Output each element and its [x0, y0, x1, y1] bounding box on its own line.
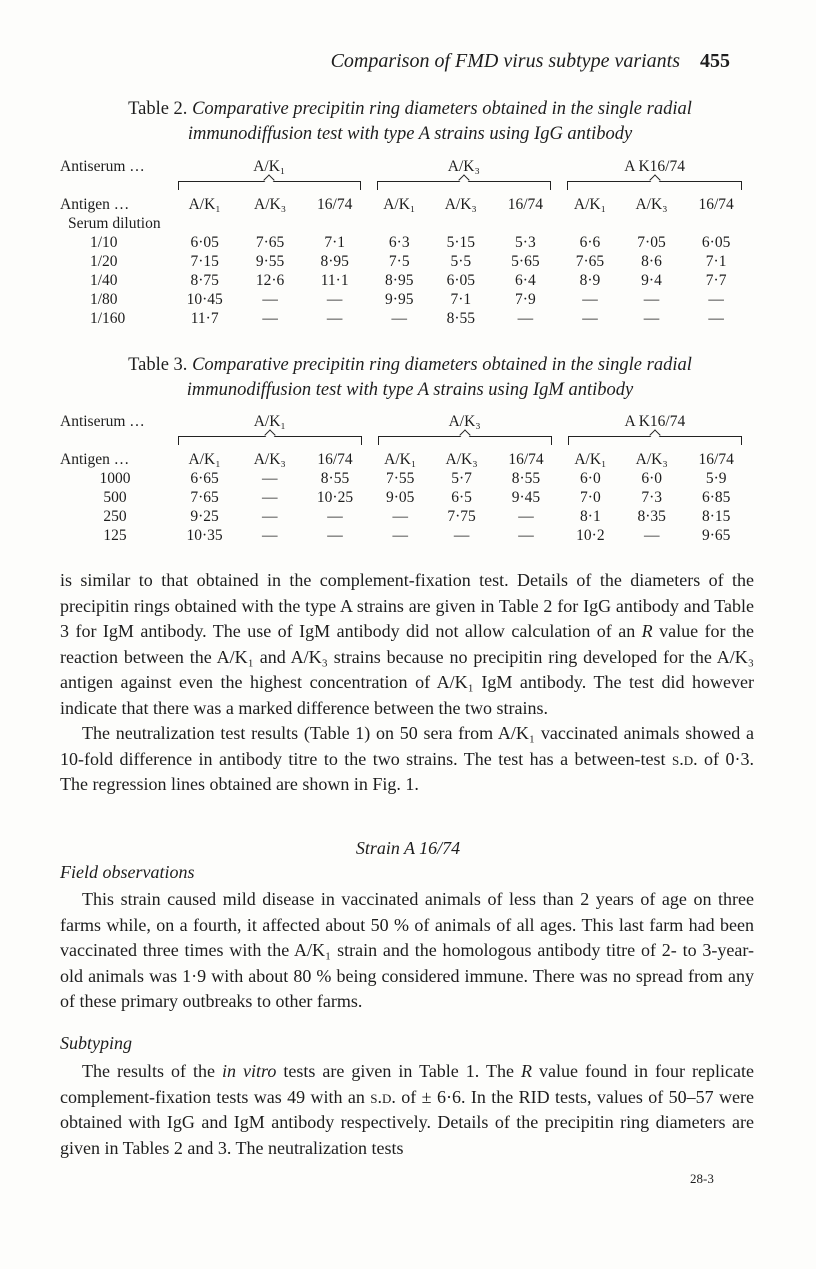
- antigen-header: A/K₃: [635, 195, 668, 213]
- group-brace: [178, 436, 362, 445]
- table-cell: —: [262, 488, 278, 506]
- group-header: A/K₁: [253, 157, 286, 175]
- table-cell: 6·5: [451, 488, 472, 506]
- table-cell: 9·45: [511, 488, 541, 506]
- antigen-header: A/K₃: [253, 450, 286, 468]
- group-brace: [377, 181, 552, 190]
- table-cell: 8·55: [446, 309, 475, 327]
- table-cell: 10·45: [186, 290, 223, 308]
- table-cell: 7·3: [641, 488, 663, 506]
- table-cell: 7·65: [190, 488, 219, 506]
- table-cell: —: [262, 469, 278, 487]
- table-cell: 5·7: [451, 469, 472, 487]
- table-cell: 7·7: [705, 271, 727, 289]
- table-cell: —: [582, 309, 598, 327]
- table-cell: 6·0: [641, 469, 663, 487]
- table-row: [60, 233, 750, 252]
- table-cell: 6·65: [190, 469, 219, 487]
- paragraph: The neutralization test results (Table 1) on 50 sera from A/K₁ vaccinated animals showed a 10-fold difference in antibody titre to the two strains. The test has a between-test s.d. of 0·3. The regression lines obtained are shown in Fig. 1.: [60, 723, 754, 794]
- table-row: [60, 488, 750, 507]
- table-cell: 7·9: [515, 290, 536, 308]
- table-cell: —: [262, 309, 278, 327]
- table-cell: 8·15: [701, 507, 731, 525]
- table-cell: 10·35: [186, 526, 223, 544]
- table-cell: 7·55: [386, 469, 415, 487]
- table-cell: —: [326, 290, 343, 308]
- antigen-header: 16/74: [698, 450, 734, 468]
- antigen-header: A/K₁: [188, 450, 221, 468]
- table-cell: 6·05: [190, 233, 219, 251]
- table-row: [60, 271, 750, 290]
- table-cell: 5·3: [515, 233, 536, 251]
- table-cell: —: [262, 526, 278, 544]
- table-cell: 8·55: [511, 469, 541, 487]
- table-row: [60, 507, 750, 526]
- table-cell: 6·05: [446, 271, 475, 289]
- table2: [60, 157, 750, 328]
- table-cell: 5·9: [705, 469, 727, 487]
- antigen-header: A/K₁: [574, 450, 607, 468]
- antigen-header: 16/74: [508, 450, 544, 468]
- table-cell: 5·65: [511, 252, 540, 270]
- paragraph: This strain caused mild disease in vaccinated animals of less than 2 years of age on three farms while, on a fourth, it affected about 50 % of animals of all ages. This last farm had been vaccinated three times with the A/K₁ strain and the homologous antibody titre of 2- to 3-year-old animals was 1·9 with about 80 % being considered immune. There was no spread from any of these primary outbreaks to other farms.: [60, 889, 754, 1011]
- table-cell: 7·65: [255, 233, 285, 251]
- antigen-header: 16/74: [317, 450, 353, 468]
- antiserum-label: Antiserum …: [60, 157, 145, 175]
- subheading: Field observations: [60, 862, 195, 882]
- table-cell: 8·9: [579, 271, 601, 289]
- table2-caption-line2: immunodiffusion test with type A strains using IgG antibody: [187, 124, 633, 144]
- row-label: 1/80: [90, 290, 118, 308]
- table-cell: —: [262, 290, 278, 308]
- table-cell: 6·0: [580, 469, 601, 487]
- serum-dilution-label: Serum dilution: [68, 214, 161, 232]
- table-cell: 8·95: [320, 252, 349, 270]
- group-header: A K16/74: [624, 157, 685, 175]
- page-number: 455: [700, 50, 730, 72]
- group-brace: [178, 181, 361, 190]
- table-cell: 7·0: [580, 488, 601, 506]
- table3-caption-line2: immunodiffusion test with type A strains using IgM antibody: [186, 380, 634, 400]
- table-cell: 9·25: [190, 507, 219, 525]
- group-header: A/K₃: [448, 412, 481, 430]
- table-cell: 10·2: [576, 526, 605, 544]
- table-row: [60, 290, 750, 309]
- antigen-header: A/K₃: [444, 195, 477, 213]
- table2-caption: [60, 97, 760, 147]
- table3-caption: [60, 353, 760, 403]
- group-header: A/K₁: [253, 412, 286, 430]
- table-cell: —: [327, 507, 343, 525]
- table-cell: 9·95: [385, 290, 414, 308]
- antigen-header: A/K₃: [635, 450, 668, 468]
- table-cell: —: [643, 526, 660, 544]
- table-cell: 7·1: [324, 233, 345, 251]
- section-title: Strain A 16/74: [355, 838, 461, 858]
- table-cell: —: [708, 309, 724, 327]
- body-paragraphs: [60, 568, 754, 798]
- table-cell: —: [517, 309, 534, 327]
- table-cell: 7·1: [705, 252, 727, 270]
- row-label: 1/40: [90, 271, 118, 289]
- subheading: Subtyping: [60, 1033, 132, 1053]
- table-cell: 9·05: [386, 488, 415, 506]
- row-label: 1/10: [90, 233, 118, 251]
- row-label: 1/20: [90, 252, 118, 270]
- table3-label: Table 3.: [128, 355, 188, 375]
- table-cell: 8·75: [190, 271, 219, 289]
- table-cell: —: [262, 507, 278, 525]
- row-label: 250: [103, 507, 127, 525]
- body-paragraphs: [60, 1059, 754, 1161]
- row-label: 125: [103, 526, 127, 544]
- body-paragraphs: [60, 887, 754, 1015]
- table-cell: 6·4: [515, 271, 536, 289]
- table-cell: 9·55: [255, 252, 285, 270]
- paragraph: The results of the in vitro tests are given in Table 1. The R value found in four replicate complement-fixation tests was 49 with an s.d. of ± 6·6. In the RID tests, values of 50–57 were obtained with IgG and IgM antibody respectively. Details of the precipitin ring diameters are given in Tables 2 and 3. The neutralization tests: [60, 1061, 754, 1158]
- table-cell: —: [391, 309, 408, 327]
- group-header: A K16/74: [624, 412, 686, 430]
- table-row: [60, 309, 750, 328]
- table-cell: 8·55: [320, 469, 350, 487]
- table-cell: 11·1: [320, 271, 349, 289]
- group-brace: [378, 436, 552, 445]
- table-cell: —: [708, 290, 724, 308]
- table3: [60, 412, 750, 545]
- antigen-header: 16/74: [698, 195, 734, 213]
- signature-mark: 28-3: [690, 1171, 714, 1186]
- antigen-header: A/K₃: [254, 195, 287, 213]
- table2-label: Table 2.: [128, 99, 188, 119]
- table-cell: 7·5: [388, 252, 410, 270]
- table-cell: —: [518, 507, 534, 525]
- table3-caption-line1: Comparative precipitin ring diameters obtained in the single radial: [192, 355, 692, 375]
- table-cell: —: [392, 507, 408, 525]
- antigen-label: Antigen …: [60, 195, 130, 213]
- table-cell: 10·25: [316, 488, 354, 506]
- table-cell: 12·6: [255, 271, 285, 289]
- table-cell: 8·6: [641, 252, 662, 270]
- table-cell: —: [326, 309, 343, 327]
- antigen-header: A/K₃: [445, 450, 478, 468]
- table-cell: 7·65: [575, 252, 605, 270]
- antigen-header: A/K₁: [383, 195, 416, 213]
- table-cell: 6·6: [579, 233, 601, 251]
- paragraph: is similar to that obtained in the complement-fixation test. Details of the diameters of the precipitin rings obtained with the type A strains are given in Table 2 for IgG antibody and Table 3 for IgM antibody. The use of IgM antibody did not allow calculation of an R value for the reaction between the A/K₁ and A/K₃ strains because no precipitin ring developed for the A/K₃ antigen against even the highest concentration of A/K₁ IgM antibody. The test did however indicate that there was a marked difference between the two strains.: [60, 570, 754, 718]
- table-cell: 9·4: [641, 271, 662, 289]
- table2-caption-line1: Comparative precipitin ring diameters obtained in the single radial: [192, 99, 692, 119]
- table-cell: —: [327, 526, 343, 544]
- group-brace: [567, 181, 742, 190]
- table-row: [60, 252, 750, 271]
- table-cell: 7·75: [447, 507, 476, 525]
- group-header: A/K₃: [447, 157, 480, 175]
- table-cell: —: [643, 309, 660, 327]
- table-cell: 6·3: [388, 233, 410, 251]
- antigen-header: A/K₁: [188, 195, 221, 213]
- row-label: 1000: [99, 469, 131, 487]
- table-cell: —: [518, 526, 534, 544]
- running-header: Comparison of FMD virus subtype variants: [330, 50, 680, 72]
- table-cell: 11·7: [190, 309, 219, 327]
- antigen-header: A/K₁: [384, 450, 417, 468]
- table-cell: 6·85: [701, 488, 731, 506]
- table-cell: 6·05: [701, 233, 731, 251]
- antigen-header: A/K₁: [573, 195, 607, 213]
- table-cell: —: [582, 290, 598, 308]
- table-cell: 8·1: [580, 507, 601, 525]
- table-cell: 7·05: [637, 233, 666, 251]
- table-cell: 5·5: [450, 252, 472, 270]
- table-cell: 7·1: [450, 290, 472, 308]
- table-cell: 8·35: [637, 507, 666, 525]
- table-row: [60, 526, 750, 545]
- antigen-header: 16/74: [317, 195, 353, 213]
- table-cell: —: [392, 526, 408, 544]
- table-cell: 7·15: [190, 252, 219, 270]
- table-cell: —: [453, 526, 470, 544]
- table-cell: 5·15: [446, 233, 475, 251]
- table-row: [60, 469, 750, 488]
- table-cell: 8·95: [385, 271, 414, 289]
- antigen-label: Antigen …: [60, 450, 130, 468]
- row-label: 500: [103, 488, 127, 506]
- group-brace: [568, 436, 742, 445]
- table-cell: —: [643, 290, 660, 308]
- antiserum-label: Antiserum …: [60, 412, 145, 430]
- table-cell: 9·65: [701, 526, 731, 544]
- row-label: 1/160: [90, 309, 126, 327]
- antigen-header: 16/74: [507, 195, 544, 213]
